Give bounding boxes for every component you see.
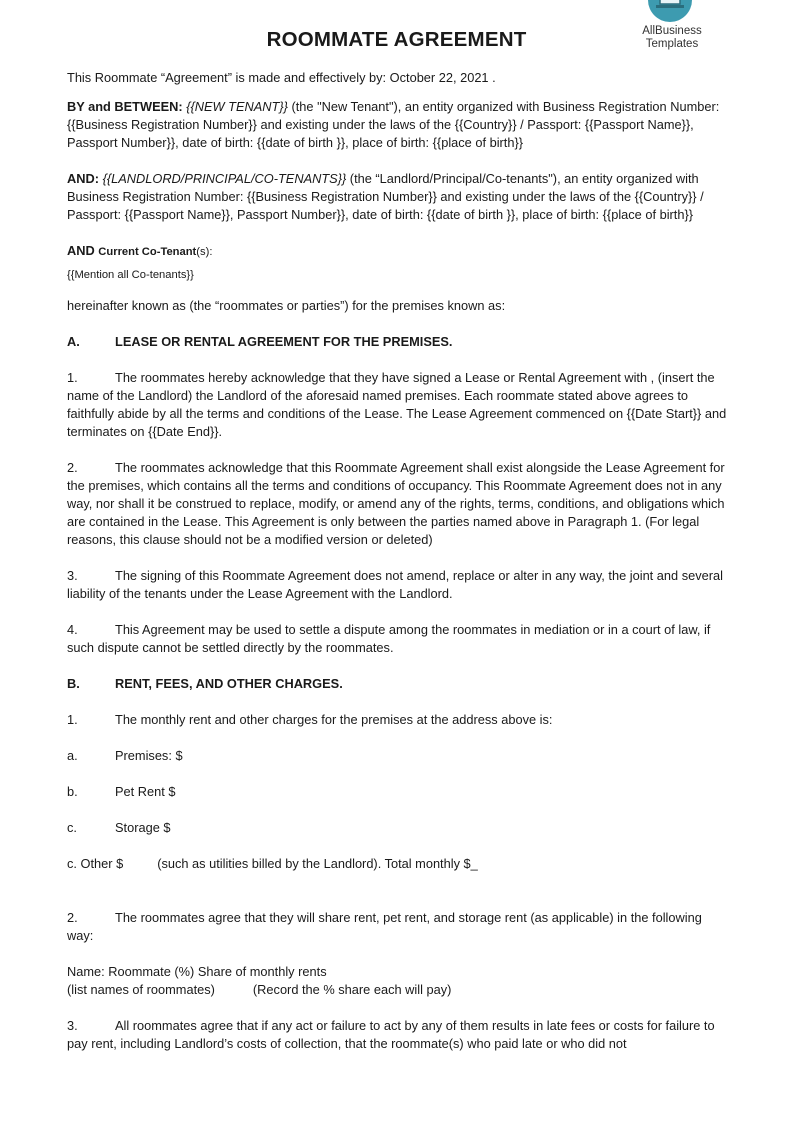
laptop-logo-icon [646,0,694,24]
section-a-item [67,369,729,441]
party2-paragraph [67,170,729,224]
section-a-heading [67,333,729,351]
section-a-title: LEASE OR RENTAL AGREEMENT FOR THE PREMISES. [115,334,453,349]
party1-paragraph [67,98,729,152]
charge-letter: c. [67,820,77,835]
cotenant-label: Current Co-Tenant [98,246,197,258]
charge-line [67,783,729,801]
item-text: All roommates agree that if any act or failure to act by any of them results in late fees or costs for failure to pay rent, including Landlord’s costs of collection, that the roommate(s) who paid late or who did not [67,1018,715,1051]
share-line-1: Name: Roommate (%) Share of monthly rents [67,964,327,979]
section-b-item [67,909,729,945]
cotenant-and: AND [67,243,95,258]
item-number: 3. [67,568,78,583]
charge-text: Storage $ [115,820,171,835]
item-text: The roommates acknowledge that this Roommate Agreement shall exist alongside the Lease Agreement for the premises, which contains all the terms and conditions of occupancy. This Roommate Agreement does not in any way, nor shall it be construed to replace, modify, or amend any of the rights, terms, conditions, and obligations which are contained in the Lease. This Agreement is only between the parties named above in Paragraph 1. (For legal reasons, this clause should not be a modified version or deleted) [67,460,725,547]
other-prefix: c. Other $ [67,856,124,871]
party2-text: (the “Landlord/Principal/Co-tenants"), an entity organized with Business Registration Number: {{Business Registration Number}} and existing under the laws of the {{Country}} / Passport: {{Passport Name}}, Passport Number}}, date of birth: {{date of birth }}, place of birth: {{place of birth}} [67,171,704,222]
charge-text: Pet Rent $ [115,784,176,799]
other-text: (such as utilities billed by the Landlord). Total monthly $_ [157,856,478,871]
cotenant-suffix: (s): [196,246,213,258]
logo-text-line2: Templates [645,38,699,50]
item-text: The signing of this Roommate Agreement does not amend, replace or alter in any way, the joint and several liability of the tenants under the Lease Agreement with the Landlord. [67,568,723,601]
section-b-item [67,711,729,729]
logo-text-line1: AllBusiness [642,25,702,37]
share-names: (list names of roommates) [67,982,215,997]
party1-name: {{NEW TENANT}} [186,99,288,114]
party1-text: (the "New Tenant"), an entity organized with Business Registration Number: {{Business Registration Number}} and existing under the laws of the {{Country}} / Passport: {{Passport Name}}, Passport Number}}, date of birth: {{date of birth }}, place of birth: {{place of birth}} [67,99,720,150]
charge-line [67,747,729,765]
item-number: 1. [67,370,78,385]
section-b-title: RENT, FEES, AND OTHER CHARGES. [115,676,343,691]
item-number: 1. [67,712,78,727]
charge-text: Premises: $ [115,748,183,763]
intro-paragraph: This Roommate “Agreement” is made and effectively by: October 22, 2021 . [67,70,496,85]
item-number: 2. [67,910,78,925]
section-a-item [67,459,729,549]
share-line-2 [67,981,729,999]
item-text: The roommates agree that they will share rent, pet rent, and storage rent (as applicable) in the following way: [67,910,702,943]
charge-letter: a. [67,748,78,763]
party2-name: {{LANDLORD/PRINCIPAL/CO-TENANTS}} [102,171,347,186]
section-b-item [67,1017,729,1053]
charge-letter: b. [67,784,78,799]
section-a-item [67,621,729,657]
other-charges-line [67,855,729,873]
party2-label: AND: [67,171,99,186]
item-text: This Agreement may be used to settle a dispute among the roommates in mediation or in a court of law, if such dispute cannot be settled directly by the roommates. [67,622,711,655]
section-a-letter: A. [67,334,80,349]
item-text: The roommates hereby acknowledge that they have signed a Lease or Rental Agreement with , (insert the name of the Landlord) the Landlord of the aforesaid named premises. Each roommate stated above agrees to faithfully abide by all the terms and conditions of the Lease. The Lease Agreement commenced on {{Date Start}} and terminates on {{Date End}}. [67,370,727,439]
party1-label: BY and BETWEEN: [67,99,183,114]
item-number: 2. [67,460,78,475]
section-b-letter: B. [67,676,80,691]
section-a-item [67,567,729,603]
cotenant-mention: {{Mention all Co-tenants}} [67,269,194,281]
section-b-heading [67,675,729,693]
item-number: 3. [67,1018,78,1033]
cotenant-label-line [67,242,729,261]
charge-line [67,819,729,837]
document-title: ROOMMATE AGREEMENT [266,28,527,51]
item-text: The monthly rent and other charges for the premises at the address above is: [115,712,553,727]
document-body [67,69,729,1053]
share-record: (Record the % share each will pay) [252,982,452,997]
hereinafter-paragraph: hereinafter known as (the “roommates or parties”) for the premises known as: [67,298,506,313]
item-number: 4. [67,622,78,637]
